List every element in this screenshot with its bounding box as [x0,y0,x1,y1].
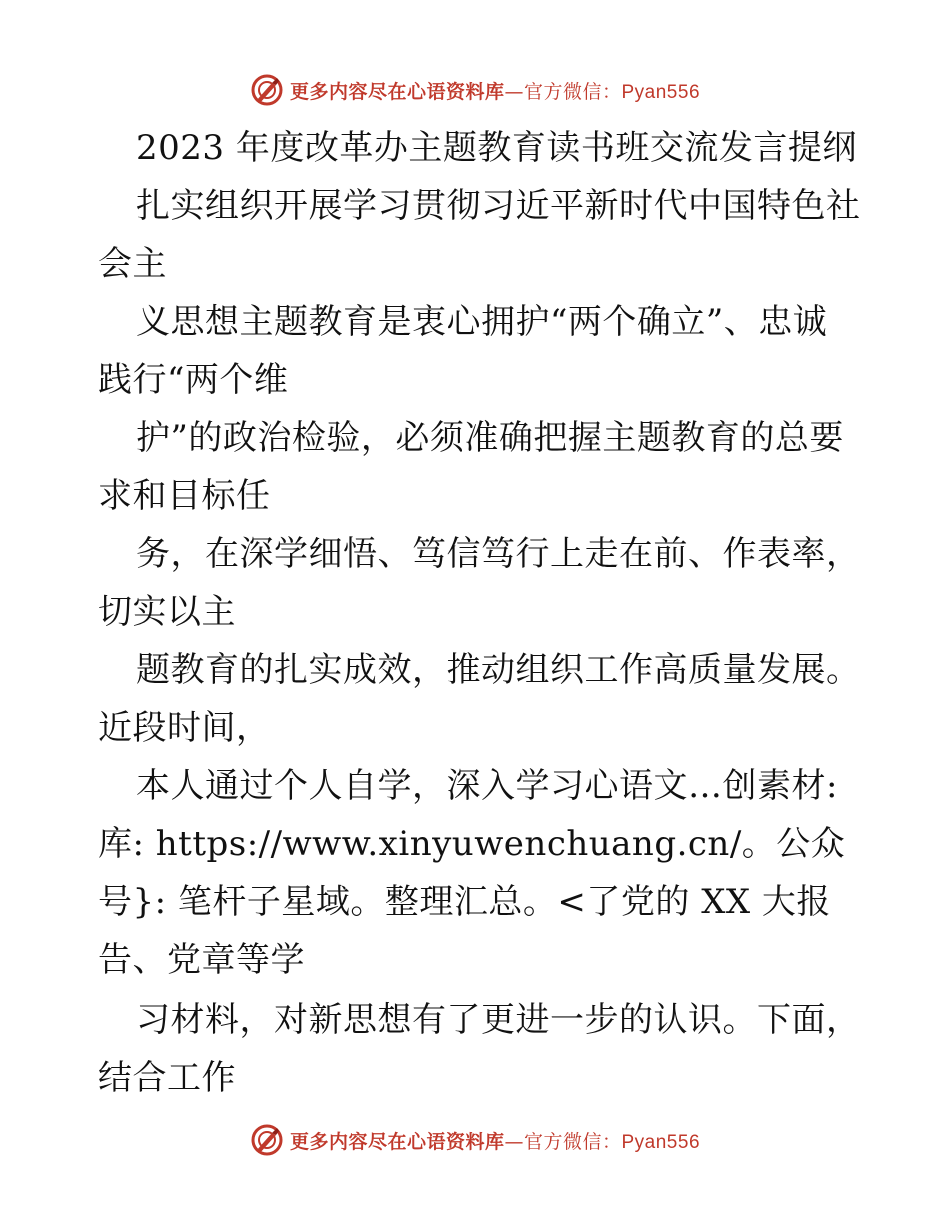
paragraph-line: 求和目标任 [98,476,271,516]
paragraph-line: 号}: 笔杆子星域。整理汇总。<了党的 XX 大报 [98,882,831,922]
paragraph-line: 结合工作 [98,1058,236,1098]
banner-wechat-label: 官方微信： [523,1130,622,1153]
paragraph-line: 会主 [98,244,167,284]
banner-text [290,77,700,104]
logo-icon [250,73,284,107]
paragraph-line: 题教育的扎实成效，推动组织工作高质量发展。 [136,650,861,690]
banner-wechat-label: 官方微信： [523,80,622,103]
paragraph-line: 义思想主题教育是衷心拥护“两个确立”、忠诚 [136,302,828,342]
paragraph-line: 习材料，对新思想有了更进一步的认识。下面， [136,1000,861,1040]
paragraph-line: 切实以主 [98,592,236,632]
logo-icon [250,1123,284,1157]
document-title: 2023 年度改革办主题教育读书班交流发言提纲 [136,128,857,168]
paragraph-line: 近段时间， [98,708,271,748]
footer-banner-inner [250,1123,700,1157]
paragraph-line: 库: https://www.xinyuwenchuang.cn/。公众 [98,824,846,864]
banner-text [290,1127,700,1154]
banner-separator: — [504,80,524,103]
header-banner [0,70,950,110]
paragraph-line: 本人通过个人自学，深入学习心语文…创素材: [136,766,838,806]
paragraph-line: 务，在深学细悟、笃信笃行上走在前、作表率， [136,534,861,574]
paragraph-line: 护”的政治检验，必须准确把握主题教育的总要 [136,418,844,458]
paragraph-line: 告、党章等学 [98,940,305,980]
banner-wechat-id: Pyan556 [621,81,701,103]
footer-banner [0,1120,950,1160]
banner-main-text: 更多内容尽在心语资料库 [289,1130,505,1153]
header-banner-inner [250,73,700,107]
paragraph-line: 践行“两个维 [98,360,289,400]
banner-separator: — [504,1130,524,1153]
banner-main-text: 更多内容尽在心语资料库 [289,80,505,103]
paragraph-line: 扎实组织开展学习贯彻习近平新时代中国特色社 [136,186,861,226]
banner-wechat-id: Pyan556 [621,1131,701,1153]
